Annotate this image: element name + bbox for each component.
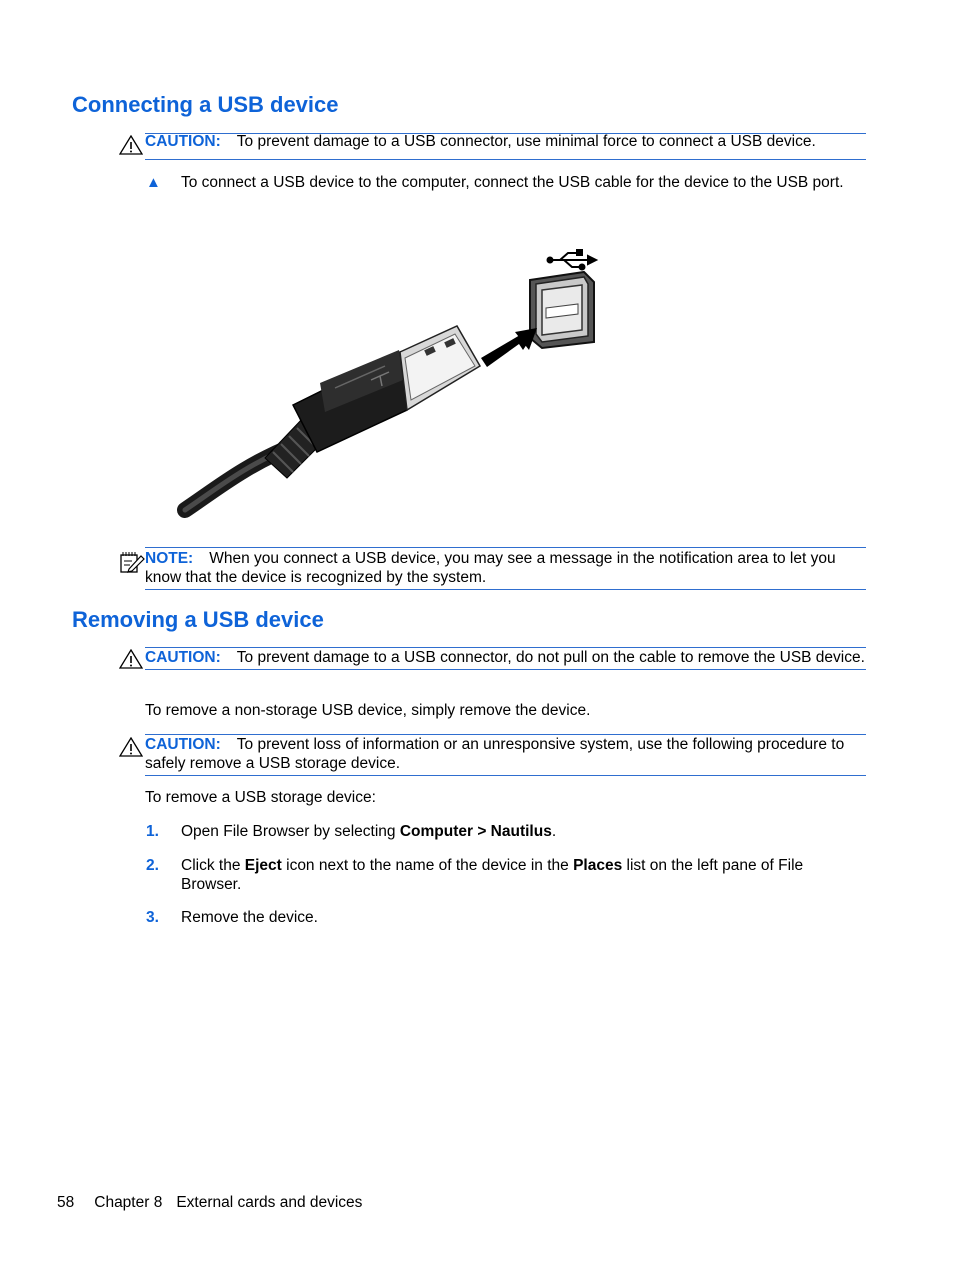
- step-number: 1.: [146, 823, 159, 840]
- insert-arrow: [481, 328, 537, 367]
- warning-triangle-icon: [119, 649, 143, 669]
- page-footer: [57, 1193, 362, 1212]
- note-label: NOTE:: [145, 550, 194, 567]
- section-heading-removing: Removing a USB device: [72, 607, 324, 632]
- usb-plug-body: [293, 350, 407, 452]
- paragraph-non-storage: To remove a non-storage USB device, simply remove the device.: [145, 702, 591, 719]
- triangle-bullet-icon: ▲: [146, 174, 161, 191]
- caution-text: To prevent loss of information or an unresponsive system, use the following procedure to safely remove a USB storage device.: [145, 736, 845, 772]
- usb-port: [530, 272, 594, 348]
- usb-connector-illustration: [175, 240, 615, 525]
- menu-path: Computer > Nautilus: [399, 823, 552, 840]
- places-term: Places: [573, 857, 623, 874]
- step-number: 3.: [146, 909, 159, 926]
- section-heading-connecting: Connecting a USB device: [72, 92, 339, 117]
- chapter-title: External cards and devices: [176, 1194, 363, 1211]
- caution-label: CAUTION:: [145, 649, 221, 666]
- step-2-text: Click the Eject icon next to the name of the device in the Places list on the left pane of File Browser.: [181, 857, 804, 893]
- step-1-text: Open File Browser by selecting Computer > Nautilus.: [181, 823, 557, 840]
- caution-notice-remove: [145, 647, 866, 670]
- caution-notice-connect: [145, 133, 866, 160]
- usb-symbol-icon: [548, 250, 597, 270]
- warning-triangle-icon: [119, 135, 143, 155]
- note-notice: [145, 547, 866, 590]
- bullet-instruction: To connect a USB device to the computer, connect the USB cable for the device to the USB port.: [181, 174, 844, 191]
- caution-text: To prevent damage to a USB connector, use minimal force to connect a USB device.: [236, 133, 816, 150]
- caution-label: CAUTION:: [145, 736, 221, 753]
- paragraph-storage-intro: To remove a USB storage device:: [145, 789, 376, 806]
- page-number: 58: [57, 1194, 75, 1211]
- note-pencil-icon: [119, 550, 145, 574]
- warning-triangle-icon: [119, 737, 143, 757]
- step-3-text: Remove the device.: [181, 909, 318, 926]
- step-number: 2.: [146, 857, 159, 874]
- note-text: When you connect a USB device, you may see a message in the notification area to let you know that the device is recognized by the system.: [145, 550, 836, 586]
- usb-plug-metal: [400, 326, 480, 410]
- caution-notice-storage: [145, 734, 866, 776]
- eject-term: Eject: [244, 857, 282, 874]
- caution-text: To prevent damage to a USB connector, do not pull on the cable to remove the USB device.: [236, 649, 865, 666]
- caution-label: CAUTION:: [145, 133, 221, 150]
- chapter-label: Chapter 8: [94, 1194, 163, 1211]
